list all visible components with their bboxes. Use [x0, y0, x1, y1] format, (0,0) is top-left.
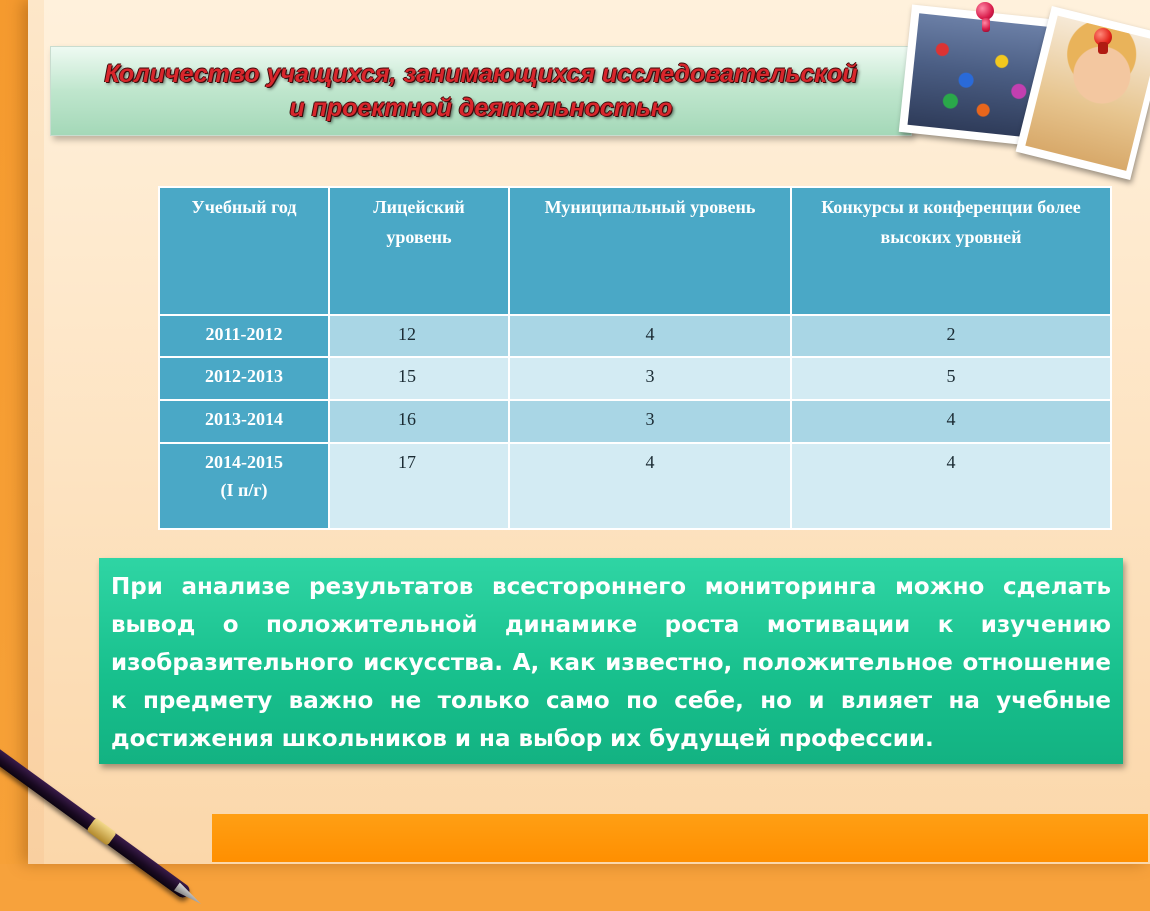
cell-municipal: 3: [509, 400, 791, 443]
cell-lyceum: 12: [329, 315, 509, 357]
table-row: [159, 443, 1111, 529]
cell-year-value: 2014-2015: [205, 452, 283, 472]
cell-higher: 2: [791, 315, 1111, 357]
pen-tip: [174, 882, 204, 908]
cell-year: 2013-2014: [159, 400, 329, 443]
cell-higher: 4: [791, 400, 1111, 443]
table-row: [159, 400, 1111, 443]
cell-year: 2012-2013: [159, 357, 329, 400]
title-banner: [50, 46, 912, 136]
table-header-row: [159, 187, 1111, 315]
slide-title-line-2: и проектной деятельностью: [289, 94, 673, 122]
slide-title: [51, 57, 911, 125]
pushpin-needle: [982, 18, 990, 32]
conclusion-box: [99, 558, 1123, 764]
cell-municipal: 4: [509, 443, 791, 529]
table-row: [159, 357, 1111, 400]
header-higher: Конкурсы и конференции более высоких уровней: [791, 187, 1111, 315]
header-lyceum: Лицейский уровень: [329, 187, 509, 315]
header-year: Учебный год: [159, 187, 329, 315]
cell-municipal: 3: [509, 357, 791, 400]
header-municipal: Муниципальный уровень: [509, 187, 791, 315]
cell-municipal: 4: [509, 315, 791, 357]
table-row: [159, 315, 1111, 357]
cell-year: 2011-2012: [159, 315, 329, 357]
pushpin-needle: [1098, 42, 1108, 54]
cell-lyceum: 15: [329, 357, 509, 400]
cell-lyceum: 16: [329, 400, 509, 443]
conclusion-text: При анализе результатов всестороннего мониторинга можно сделать вывод о положительной динамике роста мотивации к изучению изобразительного искусства. А, как известно, положительное отношение к предмету важно не только само по себе, но и влияет на учебные достижения школьников и на выбор их будущей профессии.: [111, 574, 1111, 752]
cell-lyceum: 17: [329, 443, 509, 529]
cell-higher: 5: [791, 357, 1111, 400]
bottom-bar: [212, 814, 1148, 862]
slide-title-line-1: Количество учащихся, занимающихся исследовательской: [104, 60, 858, 88]
cell-year: [159, 443, 329, 529]
students-table: [158, 186, 1112, 530]
cell-year-note: (I п/г): [220, 480, 268, 500]
cell-higher: 4: [791, 443, 1111, 529]
